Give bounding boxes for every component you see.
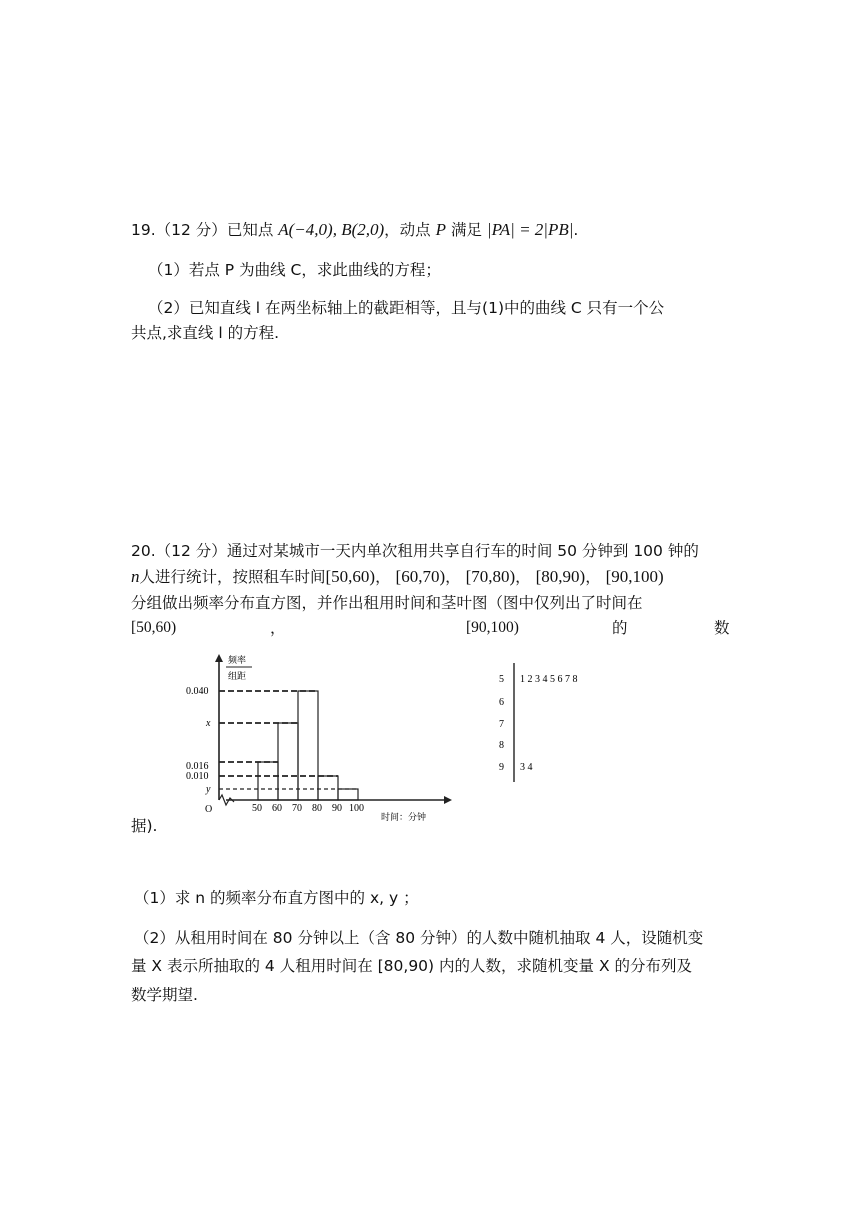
hist-xtick-100: 100 — [349, 803, 364, 814]
q20-part1 — [134, 887, 419, 909]
q19-score: （12 分） — [155, 221, 227, 239]
q20-interval-3: [70,80) — [465, 567, 516, 586]
hist-xtick-90: 90 — [332, 803, 342, 814]
hist-ytick-0016: 0.016 — [186, 761, 209, 772]
hist-bar-60-70 — [278, 723, 298, 800]
hist-bar-80-90 — [318, 776, 338, 800]
q19-text-a: 已知点 — [226, 221, 274, 239]
hist-ytick-y: y — [206, 784, 211, 795]
q19-part2-text1: 已知直线 l 在两坐标轴上的截距相等，且与(1)中的曲线 C 只有一个公 — [188, 299, 665, 317]
hist-ytick-x: x — [206, 718, 211, 729]
stem-5: 5 — [499, 674, 504, 685]
q19-stem — [131, 219, 578, 241]
hist-xtick-70: 70 — [292, 803, 302, 814]
q20-line4-c: [90,100) — [466, 619, 519, 636]
q20-part2-text1: （2）从租用时间在 80 分钟以上（含 80 分钟）的人数中随机抽取 4 人，设随机变 — [134, 929, 704, 947]
q20-sep-2: ， — [445, 568, 461, 586]
q20-interval-2: [60,70) — [395, 567, 446, 586]
q20-line4-b: ， — [270, 619, 286, 637]
hist-xtick-80: 80 — [312, 803, 322, 814]
q19-part2-text2: 共点,求直线 l 的方程. — [131, 324, 280, 342]
q20-line5-text: 据). — [131, 817, 158, 835]
q20-part2-line3 — [131, 984, 198, 1006]
q19-number: 19. — [131, 221, 156, 239]
q20-part2-line1 — [134, 927, 703, 949]
q20-sep-4: ， — [585, 568, 601, 586]
q20-line3 — [131, 592, 643, 614]
q19-part1-text: 若点 P 为曲线 C，求此曲线的方程； — [188, 261, 441, 279]
q20-interval-5: [90,100) — [605, 567, 664, 586]
q19-part2-line2 — [131, 322, 279, 344]
q20-line2 — [131, 566, 664, 588]
q20-line4-d: 的 — [612, 619, 628, 637]
hist-bar-70-80 — [298, 691, 318, 800]
hist-origin: O — [205, 804, 213, 815]
stem-8: 8 — [499, 740, 504, 751]
frequency-histogram — [178, 652, 468, 832]
q20-line4-e: 数 — [714, 619, 730, 637]
stem-6: 6 — [499, 697, 504, 708]
stem-leaf-plot — [492, 660, 622, 785]
hist-xtick-50: 50 — [252, 803, 262, 814]
stem-7: 7 — [499, 719, 504, 730]
hist-bar-90-100 — [338, 789, 358, 800]
q20-part1-text: （1）求 n 的频率分布直方图中的 x, y ； — [134, 889, 419, 907]
stem-9: 9 — [499, 762, 504, 773]
hist-xlabel: 时间：分钟 — [381, 812, 427, 822]
q20-sep-1: ， — [375, 568, 391, 586]
leaves-9: 3 4 — [520, 762, 533, 773]
q19-part2-label: （2） — [148, 299, 189, 317]
q19-points: A(−4,0), B(2,0) — [278, 220, 385, 239]
hist-bar-50-60 — [258, 762, 278, 800]
q20-line1 — [131, 540, 699, 562]
q20-score: （12 分） — [155, 542, 227, 560]
q20-line2-text: 人进行统计，按照租车时间 — [139, 568, 326, 586]
q20-line1-text: 通过对某城市一天内单次租用共享自行车的时间 50 分钟到 100 钟的 — [226, 542, 699, 560]
q20-line3-text: 分组做出频率分布直方图，并作出租用时间和茎叶图（图中仅列出了时间在 — [131, 594, 643, 612]
hist-xtick-60: 60 — [272, 803, 282, 814]
hist-ytick-0010: 0.010 — [186, 771, 209, 782]
hist-ylabel-bottom: 组距 — [228, 671, 247, 681]
q20-interval-4: [80,90) — [535, 567, 586, 586]
q20-number: 20. — [131, 542, 156, 560]
q20-line4-a: [50,60) — [131, 619, 177, 636]
leaves-5: 1 2 3 4 5 6 7 8 — [520, 674, 578, 685]
q19-text-b: ，动点 — [384, 221, 431, 239]
q20-n: n — [131, 567, 140, 586]
q19-text-c: 满足 — [450, 221, 482, 239]
q20-part2-text3: 数学期望. — [131, 986, 198, 1004]
q19-end: . — [573, 221, 579, 239]
hist-ytick-0040: 0.040 — [186, 686, 209, 697]
q19-point-p: P — [435, 220, 446, 239]
q20-part2-text2: 量 X 表示所抽取的 4 人租用时间在 [80,90) 内的人数，求随机变量 X 的分布列及 — [131, 957, 692, 975]
q20-interval-1: [50,60) — [325, 567, 376, 586]
q19-condition: |PA| = 2|PB| — [486, 220, 574, 239]
hist-ylabel-top: 频率 — [228, 655, 247, 665]
q19-part2-line1 — [148, 297, 664, 319]
q19-part1-label: （1） — [148, 261, 189, 279]
q20-line5 — [131, 815, 157, 837]
q20-sep-3: ， — [515, 568, 531, 586]
q20-part2-line2 — [131, 955, 692, 977]
q19-part1 — [148, 259, 441, 281]
